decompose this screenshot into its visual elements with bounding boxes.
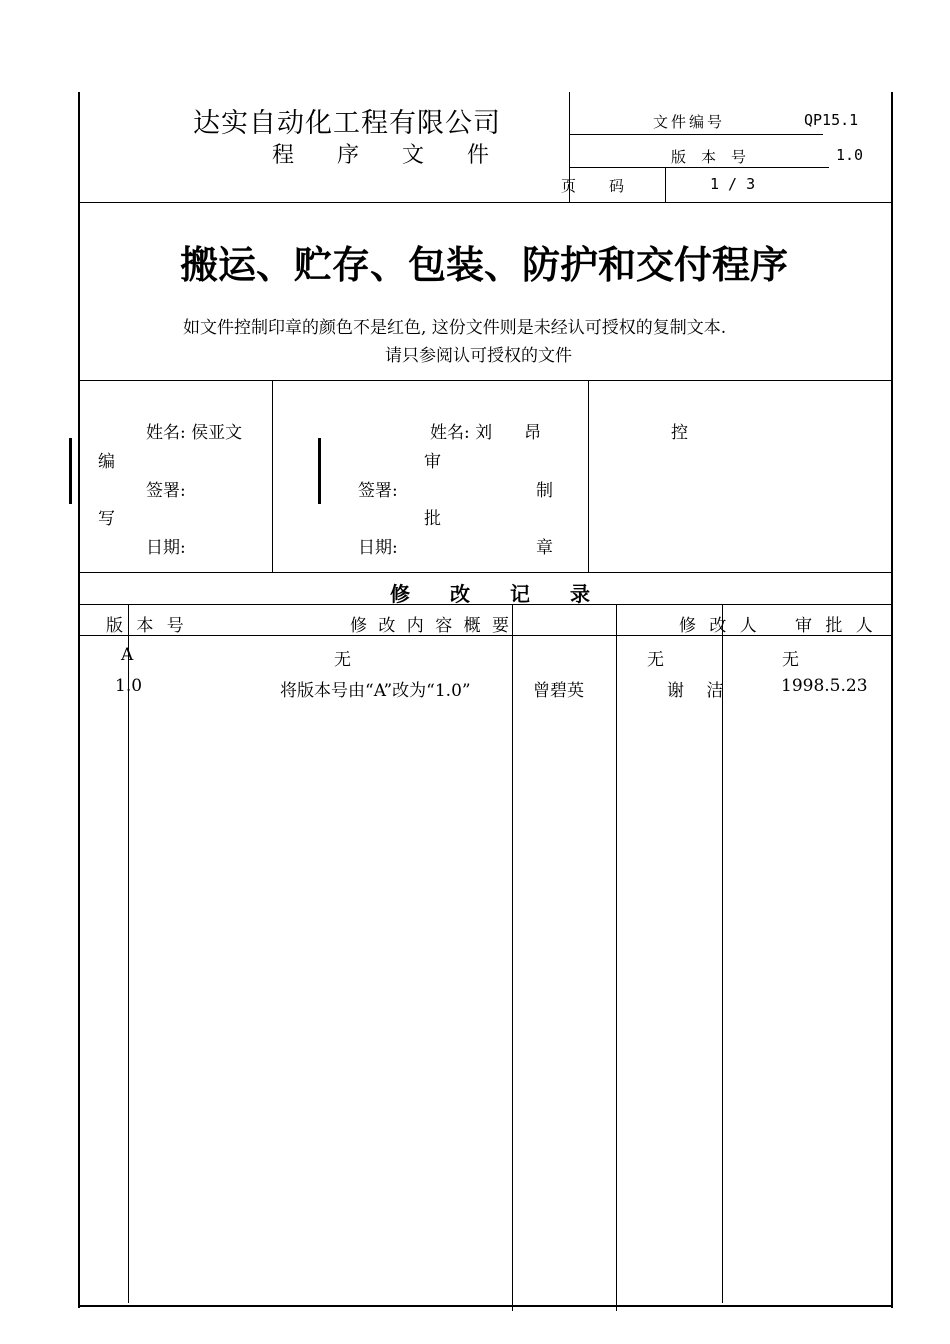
signoff-divider-1 [272, 381, 273, 572]
version-value: 1.0 [836, 146, 864, 164]
frame-left-border [78, 92, 80, 1308]
signoff-divider-2 [588, 381, 589, 572]
header-bottom-line [78, 202, 893, 203]
revision-row-1-approver: 无 [782, 650, 799, 670]
author-role-char-2: 写 [98, 509, 115, 529]
approver-name: 姓名: 刘 [430, 423, 493, 443]
document-title: 搬运、贮存、包装、防护和交付程序 [180, 242, 789, 287]
page-label: 页 码 [561, 177, 628, 195]
header-row-line-1 [569, 134, 823, 135]
column-header-approver: 审 批 人 [795, 616, 877, 636]
margin-mark-left [69, 438, 72, 504]
revision-row-1-version: A [121, 645, 134, 665]
revision-col-line-1 [128, 605, 129, 1303]
revision-row-2-date: 1998.5.23 [781, 676, 868, 696]
revision-col-line-3 [616, 605, 617, 1311]
file-number-value: QP15.1 [804, 111, 859, 129]
revision-row-2-approver: 谢 洁 [667, 681, 724, 701]
notice-line-1: 如文件控制印章的颜色不是红色, 这份文件则是未经认可授权的复制文本. [183, 318, 727, 338]
approver-date: 日期: [358, 538, 398, 558]
revision-row-2-editor: 曾碧英 [533, 681, 584, 701]
revision-row-2-content: 将版本号由“A”改为“1.0” [280, 681, 471, 701]
stamp-char-2: 制 [536, 481, 553, 501]
author-name: 姓名: 侯亚文 [146, 423, 243, 443]
revision-col-line-2 [512, 605, 513, 1311]
approver-sign: 签署: [358, 481, 398, 501]
frame-bottom-border [78, 1305, 893, 1307]
company-name: 达实自动化工程有限公司 [193, 108, 501, 139]
approver-role-char-1: 审 [424, 452, 441, 472]
author-sign: 签署: [146, 481, 186, 501]
page-value: 1 / 3 [710, 175, 756, 193]
title-bottom-line [78, 380, 893, 381]
approver-role-char-2: 批 [424, 509, 441, 529]
revision-col-line-4 [722, 605, 723, 1303]
frame-right-border [891, 92, 893, 1308]
notice-line-2: 请只参阅认可授权的文件 [385, 346, 572, 366]
header-page-divider [665, 168, 666, 202]
revision-row-1-content: 无 [334, 650, 351, 670]
revision-section-title: 修 改 记 录 [390, 582, 590, 606]
document-type: 程 序 文 件 [272, 143, 507, 168]
column-header-content: 修 改 内 容 概 要 [350, 616, 513, 636]
approver-name-tail: 昂 [524, 423, 541, 443]
author-role-char-1: 编 [98, 452, 115, 472]
revision-row-2-version: 1.0 [115, 676, 143, 696]
revision-row-1-editor: 无 [647, 650, 664, 670]
column-header-editor: 修 改 人 [679, 616, 761, 636]
stamp-char-1: 控 [671, 423, 688, 443]
header-row-line-2 [569, 167, 829, 168]
file-number-label: 文件编号 [653, 113, 726, 131]
signoff-bottom-line [78, 572, 893, 573]
stamp-char-3: 章 [536, 538, 553, 558]
margin-mark-mid [318, 438, 321, 504]
author-date: 日期: [146, 538, 186, 558]
version-label: 版 本 号 [671, 148, 750, 166]
column-header-version: 版 本 号 [106, 616, 188, 636]
